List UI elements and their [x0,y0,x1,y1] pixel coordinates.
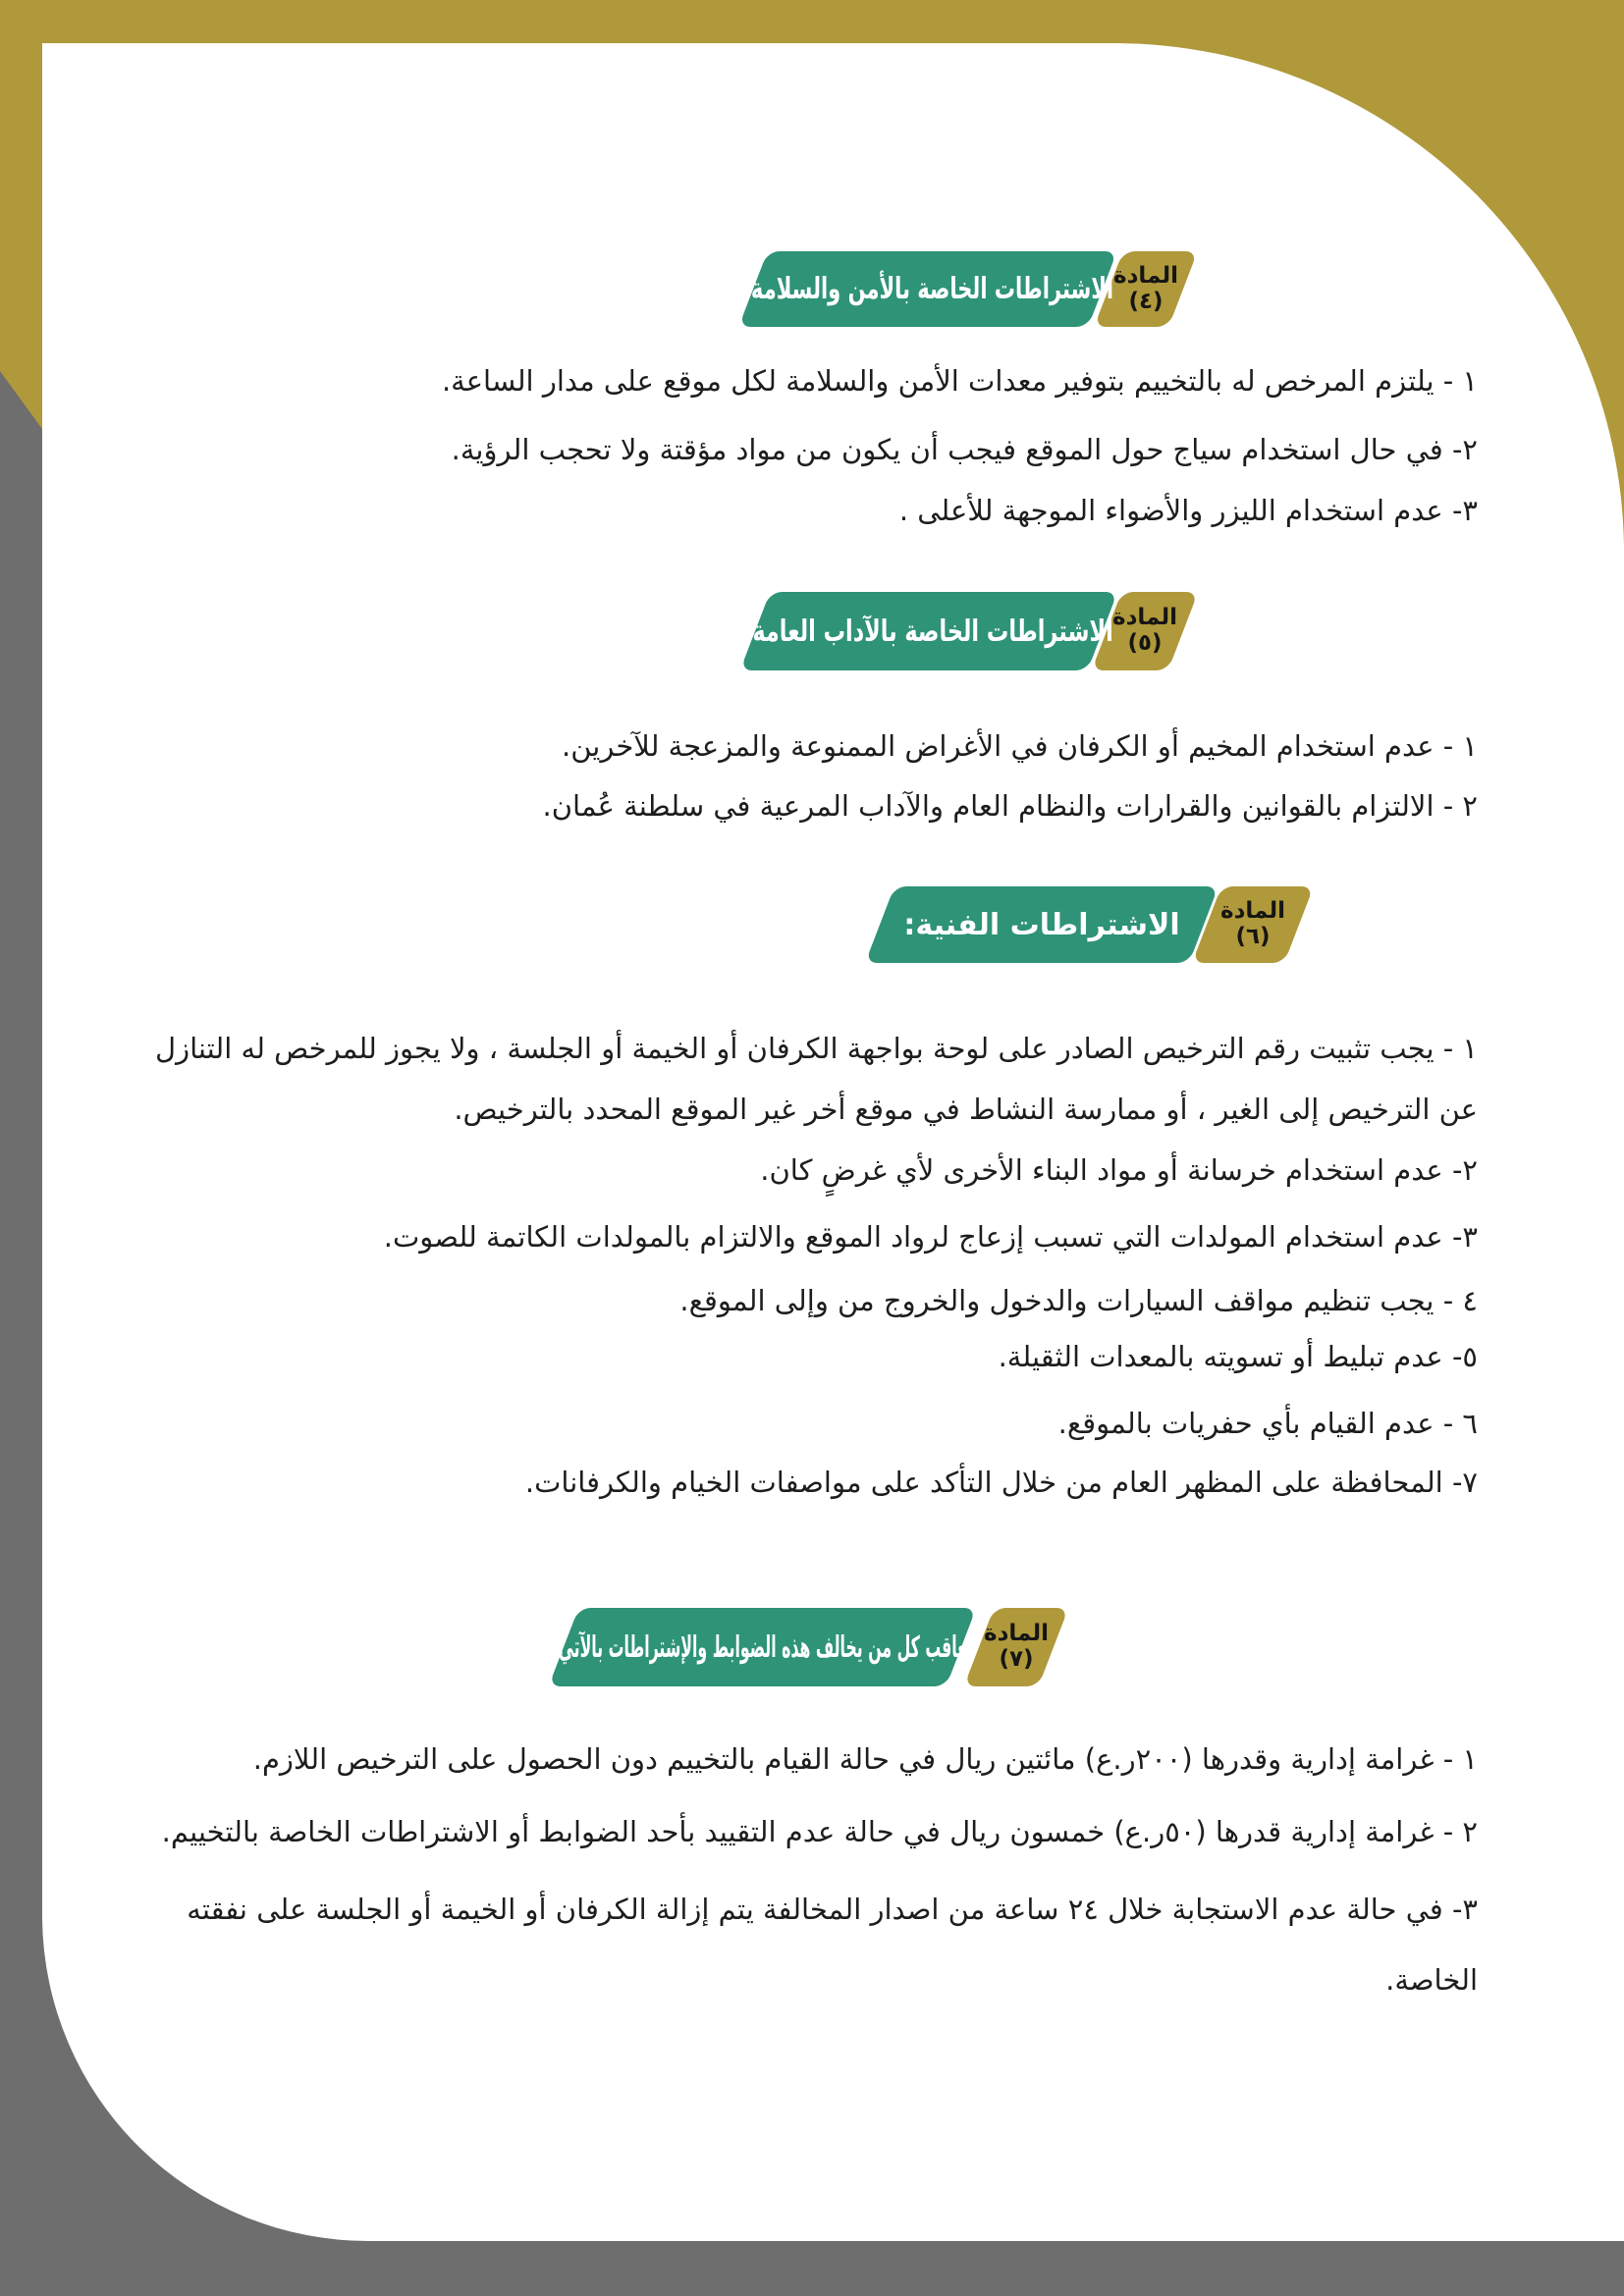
section7-line-1: ١ - غرامة إدارية وقدرها (٢٠٠ر.ع) مائتين ريال في حالة القيام بالتخييم دون الحصول على الترخيص اللازم. [252,1742,1478,1776]
article-number: (٧) [999,1646,1034,1672]
section7-line-3: ٣- في حالة عدم الاستجابة خلال ٢٤ ساعة من اصدار المخالفة يتم إزالة الكرفان أو الخيمة أو الجلسة على نفقته [187,1893,1478,1926]
section7-article-label [967,1608,1065,1686]
article-word: المادة [1112,605,1177,631]
section6-line-6: ٥- عدم تبليط أو تسويته بالمعدات الثقيلة. [998,1340,1478,1373]
section6-line-3: ٢- عدم استخدام خرسانة أو مواد البناء الأخرى لأي غرضٍ كان. [760,1153,1478,1187]
article-word: المادة [1220,898,1285,925]
section4-line-1: ١ - يلتزم المرخص له بالتخييم بتوفير معدات الأمن والسلامة لكل موقع على مدار الساعة. [441,364,1478,398]
section5-title: الاشتراطات الخاصة بالآداب العامة: [743,614,1114,649]
section4-line-3: ٣- عدم استخدام الليزر والأضواء الموجهة للأعلى . [898,494,1478,527]
section5-line-1: ١ - عدم استخدام المخيم أو الكرفان في الأغراض الممنوعة والمزعجة للآخرين. [562,729,1478,763]
section6-line-7: ٦ - عدم القيام بأي حفريات بالموقع. [1057,1407,1478,1440]
section6-article-label [1193,886,1313,963]
article-number: (٦) [1235,924,1271,949]
section7-line-2: ٢ - غرامة إدارية قدرها (٥٠ر.ع) خمسون ريال في حالة عدم التقييد بأحد الضوابط أو الاشتراطات الخاصة بالتخييم. [161,1815,1478,1848]
section6-line-8: ٧- المحافظة على المظهر العام من خلال التأكد على مواصفات الخيام والكرفانات. [524,1466,1478,1499]
section6-line-1: ١ - يجب تثبيت رقم الترخيص الصادر على لوحة بواجهة الكرفان أو الخيمة أو الجلسة ، ولا يجوز للمرخص له التنازل [155,1032,1478,1065]
section5-line-2: ٢ - الالتزام بالقوانين والقرارات والنظام العام والآداب المرعية في سلطنة عُمان. [542,789,1478,823]
article-word: المادة [984,1621,1049,1647]
section7-title: يُعاقب كل من يخالف هذه الضوابط والإشتراطات بالآتي: [552,1629,973,1665]
article-number: (٥) [1127,630,1163,656]
section4-line-2: ٢- في حال استخدام سياج حول الموقع فيجب أن يكون من مواد مؤقتة ولا تحجب الرؤية. [451,433,1478,466]
section5-article-label [1095,592,1195,670]
article-word: المادة [1113,262,1178,289]
section6-line-2: عن الترخيص إلى الغير ، أو ممارسة النشاط في موقع أخر غير الموقع المحدد بالترخيص. [454,1093,1478,1126]
section4-article-label [1097,251,1195,327]
section7-line-4: الخاصة. [1385,1963,1478,1997]
article-number: (٤) [1128,288,1164,314]
section6-line-4: ٣- عدم استخدام المولدات التي تسبب إزعاج لرواد الموقع والالتزام بالمولدات الكاتمة للصوت. [383,1220,1478,1254]
section6-line-5: ٤ - يجب تنظيم مواقف السيارات والدخول والخروج من وإلى الموقع. [679,1284,1478,1317]
section4-title: الاشتراطات الخاصة بالأمن والسلامة: [742,272,1113,306]
section6-title: الاشتراطات الفنية: [903,907,1180,942]
